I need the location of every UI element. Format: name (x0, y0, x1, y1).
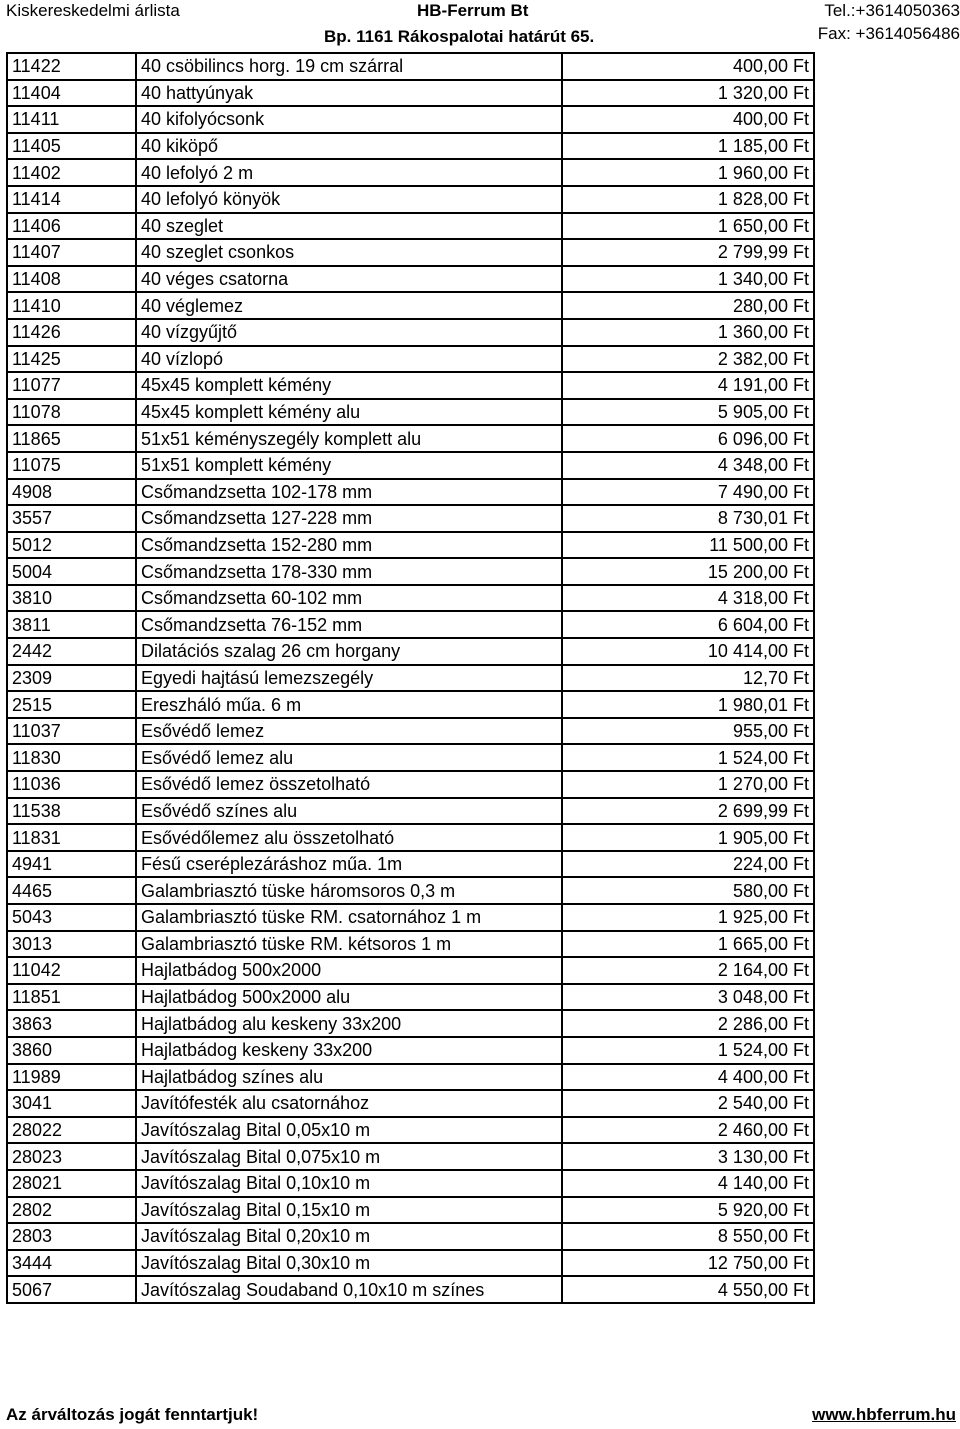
item-name-cell: Csőmandzsetta 102-178 mm (136, 479, 562, 506)
table-row (7, 1037, 814, 1064)
item-price-cell: 6 096,00 Ft (562, 425, 814, 452)
item-code-cell: 2802 (7, 1197, 136, 1224)
table-row (7, 638, 814, 665)
table-row (7, 1010, 814, 1037)
item-code-cell: 11405 (7, 133, 136, 160)
item-price-cell: 1 980,01 Ft (562, 691, 814, 718)
item-code-cell: 11042 (7, 957, 136, 984)
table-row (7, 665, 814, 692)
item-name-cell: Javítófesték alu csatornához (136, 1090, 562, 1117)
item-name-cell: 40 hattyúnyak (136, 80, 562, 107)
item-price-cell: 4 140,00 Ft (562, 1170, 814, 1197)
item-price-cell: 4 318,00 Ft (562, 585, 814, 612)
table-row (7, 532, 814, 559)
table-row (7, 452, 814, 479)
table-row (7, 425, 814, 452)
item-price-cell: 10 414,00 Ft (562, 638, 814, 665)
item-code-cell: 28022 (7, 1117, 136, 1144)
table-row (7, 1143, 814, 1170)
table-row (7, 1223, 814, 1250)
item-price-cell: 1 320,00 Ft (562, 80, 814, 107)
item-code-cell: 11851 (7, 984, 136, 1011)
item-code-cell: 11407 (7, 239, 136, 266)
item-code-cell: 4941 (7, 851, 136, 878)
item-name-cell: 40 véges csatorna (136, 266, 562, 293)
table-row (7, 851, 814, 878)
item-price-cell: 2 799,99 Ft (562, 239, 814, 266)
item-name-cell: Javítószalag Soudaband 0,10x10 m színes (136, 1276, 562, 1303)
item-name-cell: Esővédőlemez alu összetolható (136, 824, 562, 851)
item-name-cell: 40 kiköpő (136, 133, 562, 160)
item-code-cell: 11037 (7, 718, 136, 745)
item-code-cell: 11404 (7, 80, 136, 107)
table-row (7, 1170, 814, 1197)
table-row (7, 266, 814, 293)
item-price-cell: 11 500,00 Ft (562, 532, 814, 559)
item-code-cell: 4465 (7, 877, 136, 904)
item-code-cell: 11831 (7, 824, 136, 851)
table-row (7, 133, 814, 160)
item-code-cell: 11078 (7, 399, 136, 426)
item-code-cell: 11036 (7, 771, 136, 798)
item-price-cell: 3 048,00 Ft (562, 984, 814, 1011)
item-code-cell: 3860 (7, 1037, 136, 1064)
table-row (7, 691, 814, 718)
item-code-cell: 11830 (7, 744, 136, 771)
item-name-cell: Hajlatbádog színes alu (136, 1064, 562, 1091)
item-price-cell: 8 730,01 Ft (562, 505, 814, 532)
table-row (7, 904, 814, 931)
item-price-cell: 580,00 Ft (562, 877, 814, 904)
table-row (7, 877, 814, 904)
item-name-cell: Galambriasztó tüske háromsoros 0,3 m (136, 877, 562, 904)
item-name-cell: Hajlatbádog alu keskeny 33x200 (136, 1010, 562, 1037)
item-code-cell: 28021 (7, 1170, 136, 1197)
item-price-cell: 1 340,00 Ft (562, 266, 814, 293)
item-code-cell: 11426 (7, 319, 136, 346)
item-code-cell: 2515 (7, 691, 136, 718)
item-code-cell: 11077 (7, 372, 136, 399)
table-row (7, 1117, 814, 1144)
table-row (7, 399, 814, 426)
table-row (7, 931, 814, 958)
table-row (7, 1064, 814, 1091)
table-row (7, 824, 814, 851)
item-code-cell: 5004 (7, 558, 136, 585)
item-price-cell: 5 920,00 Ft (562, 1197, 814, 1224)
item-name-cell: Csőmandzsetta 152-280 mm (136, 532, 562, 559)
item-price-cell: 1 270,00 Ft (562, 771, 814, 798)
item-price-cell: 1 905,00 Ft (562, 824, 814, 851)
price-list-table (6, 52, 815, 1304)
item-price-cell: 4 191,00 Ft (562, 372, 814, 399)
item-price-cell: 2 164,00 Ft (562, 957, 814, 984)
item-price-cell: 12,70 Ft (562, 665, 814, 692)
item-name-cell: 45x45 komplett kémény alu (136, 399, 562, 426)
table-row (7, 984, 814, 1011)
price-list-body (7, 53, 814, 1303)
item-name-cell: Javítószalag Bital 0,075x10 m (136, 1143, 562, 1170)
item-code-cell: 3041 (7, 1090, 136, 1117)
item-price-cell: 224,00 Ft (562, 851, 814, 878)
item-price-cell: 1 960,00 Ft (562, 159, 814, 186)
table-row (7, 80, 814, 107)
item-price-cell: 2 382,00 Ft (562, 346, 814, 373)
item-price-cell: 280,00 Ft (562, 292, 814, 319)
item-name-cell: 40 vízlopó (136, 346, 562, 373)
table-row (7, 1276, 814, 1303)
item-name-cell: Javítószalag Bital 0,30x10 m (136, 1250, 562, 1277)
item-price-cell: 1 650,00 Ft (562, 213, 814, 240)
table-row (7, 239, 814, 266)
item-code-cell: 28023 (7, 1143, 136, 1170)
item-price-cell: 1 828,00 Ft (562, 186, 814, 213)
table-row (7, 106, 814, 133)
item-name-cell: Fésű cseréplezáráshoz műa. 1m (136, 851, 562, 878)
table-row (7, 611, 814, 638)
table-row (7, 558, 814, 585)
item-name-cell: 40 szeglet csonkos (136, 239, 562, 266)
item-price-cell: 6 604,00 Ft (562, 611, 814, 638)
item-name-cell: 45x45 komplett kémény (136, 372, 562, 399)
header-role: Kiskereskedelmi árlista (6, 1, 180, 20)
item-name-cell: 40 szeglet (136, 213, 562, 240)
item-name-cell: Csőmandzsetta 60-102 mm (136, 585, 562, 612)
item-code-cell: 11989 (7, 1064, 136, 1091)
item-price-cell: 1 925,00 Ft (562, 904, 814, 931)
item-price-cell: 8 550,00 Ft (562, 1223, 814, 1250)
table-row (7, 372, 814, 399)
fax-number: Fax: +3614056486 (817, 24, 960, 43)
item-code-cell: 5043 (7, 904, 136, 931)
item-price-cell: 3 130,00 Ft (562, 1143, 814, 1170)
item-code-cell: 2442 (7, 638, 136, 665)
item-price-cell: 2 286,00 Ft (562, 1010, 814, 1037)
item-price-cell: 1 665,00 Ft (562, 931, 814, 958)
price-change-notice: Az árváltozás jogát fenntartjuk! (6, 1405, 259, 1424)
table-row (7, 744, 814, 771)
item-price-cell: 12 750,00 Ft (562, 1250, 814, 1277)
table-row (7, 957, 814, 984)
item-code-cell: 11402 (7, 159, 136, 186)
item-price-cell: 1 360,00 Ft (562, 319, 814, 346)
item-code-cell: 3444 (7, 1250, 136, 1277)
item-code-cell: 11538 (7, 798, 136, 825)
table-row (7, 505, 814, 532)
item-code-cell: 4908 (7, 479, 136, 506)
item-price-cell: 4 400,00 Ft (562, 1064, 814, 1091)
item-name-cell: Javítószalag Bital 0,20x10 m (136, 1223, 562, 1250)
table-row (7, 213, 814, 240)
item-code-cell: 11406 (7, 213, 136, 240)
item-name-cell: Galambriasztó tüske RM. kétsoros 1 m (136, 931, 562, 958)
item-price-cell: 955,00 Ft (562, 718, 814, 745)
item-name-cell: 40 kifolyócsonk (136, 106, 562, 133)
item-name-cell: 40 véglemez (136, 292, 562, 319)
item-code-cell: 2803 (7, 1223, 136, 1250)
item-code-cell: 11865 (7, 425, 136, 452)
item-name-cell: 40 vízgyűjtő (136, 319, 562, 346)
item-name-cell: 40 csöbilincs horg. 19 cm szárral (136, 53, 562, 80)
item-name-cell: Hajlatbádog 500x2000 (136, 957, 562, 984)
item-name-cell: 40 lefolyó könyök (136, 186, 562, 213)
item-name-cell: Javítószalag Bital 0,15x10 m (136, 1197, 562, 1224)
item-name-cell: Esővédő lemez alu (136, 744, 562, 771)
item-code-cell: 3810 (7, 585, 136, 612)
item-code-cell: 11425 (7, 346, 136, 373)
table-row (7, 1250, 814, 1277)
table-row (7, 1090, 814, 1117)
item-code-cell: 5012 (7, 532, 136, 559)
item-code-cell: 11410 (7, 292, 136, 319)
table-row (7, 718, 814, 745)
company-name: HB-Ferrum Bt (417, 1, 529, 20)
item-code-cell: 5067 (7, 1276, 136, 1303)
item-price-cell: 1 524,00 Ft (562, 1037, 814, 1064)
company-address: Bp. 1161 Rákospalotai határút 65. (324, 27, 595, 46)
item-code-cell: 11075 (7, 452, 136, 479)
item-name-cell: 51x51 kéményszegély komplett alu (136, 425, 562, 452)
item-code-cell: 11411 (7, 106, 136, 133)
table-row (7, 798, 814, 825)
item-name-cell: 40 lefolyó 2 m (136, 159, 562, 186)
item-code-cell: 3013 (7, 931, 136, 958)
item-price-cell: 4 550,00 Ft (562, 1276, 814, 1303)
table-row (7, 585, 814, 612)
item-price-cell: 4 348,00 Ft (562, 452, 814, 479)
item-name-cell: 51x51 komplett kémény (136, 452, 562, 479)
item-name-cell: Hajlatbádog 500x2000 alu (136, 984, 562, 1011)
item-name-cell: Esővédő színes alu (136, 798, 562, 825)
item-name-cell: Hajlatbádog keskeny 33x200 (136, 1037, 562, 1064)
item-price-cell: 15 200,00 Ft (562, 558, 814, 585)
phone-number: Tel.:+3614050363 (824, 1, 960, 20)
table-row (7, 319, 814, 346)
item-price-cell: 400,00 Ft (562, 106, 814, 133)
item-code-cell: 3811 (7, 611, 136, 638)
item-price-cell: 2 699,99 Ft (562, 798, 814, 825)
table-row (7, 346, 814, 373)
item-name-cell: Csőmandzsetta 178-330 mm (136, 558, 562, 585)
item-name-cell: Csőmandzsetta 127-228 mm (136, 505, 562, 532)
item-name-cell: Esővédő lemez összetolható (136, 771, 562, 798)
item-price-cell: 1 524,00 Ft (562, 744, 814, 771)
item-name-cell: Dilatációs szalag 26 cm horgany (136, 638, 562, 665)
item-price-cell: 400,00 Ft (562, 53, 814, 80)
item-name-cell: Javítószalag Bital 0,10x10 m (136, 1170, 562, 1197)
table-row (7, 771, 814, 798)
table-row (7, 186, 814, 213)
item-code-cell: 3863 (7, 1010, 136, 1037)
item-name-cell: Javítószalag Bital 0,05x10 m (136, 1117, 562, 1144)
table-row (7, 292, 814, 319)
table-row (7, 53, 814, 80)
item-code-cell: 3557 (7, 505, 136, 532)
table-row (7, 479, 814, 506)
table-row (7, 1197, 814, 1224)
item-price-cell: 7 490,00 Ft (562, 479, 814, 506)
item-price-cell: 5 905,00 Ft (562, 399, 814, 426)
item-name-cell: Galambriasztó tüske RM. csatornához 1 m (136, 904, 562, 931)
item-name-cell: Egyedi hajtású lemezszegély (136, 665, 562, 692)
item-price-cell: 2 540,00 Ft (562, 1090, 814, 1117)
item-price-cell: 1 185,00 Ft (562, 133, 814, 160)
item-code-cell: 2309 (7, 665, 136, 692)
item-name-cell: Esővédő lemez (136, 718, 562, 745)
item-code-cell: 11414 (7, 186, 136, 213)
table-row (7, 159, 814, 186)
item-name-cell: Csőmandzsetta 76-152 mm (136, 611, 562, 638)
item-code-cell: 11422 (7, 53, 136, 80)
item-code-cell: 11408 (7, 266, 136, 293)
website-link[interactable]: www.hbferrum.hu (812, 1405, 956, 1424)
item-name-cell: Ereszháló műa. 6 m (136, 691, 562, 718)
item-price-cell: 2 460,00 Ft (562, 1117, 814, 1144)
